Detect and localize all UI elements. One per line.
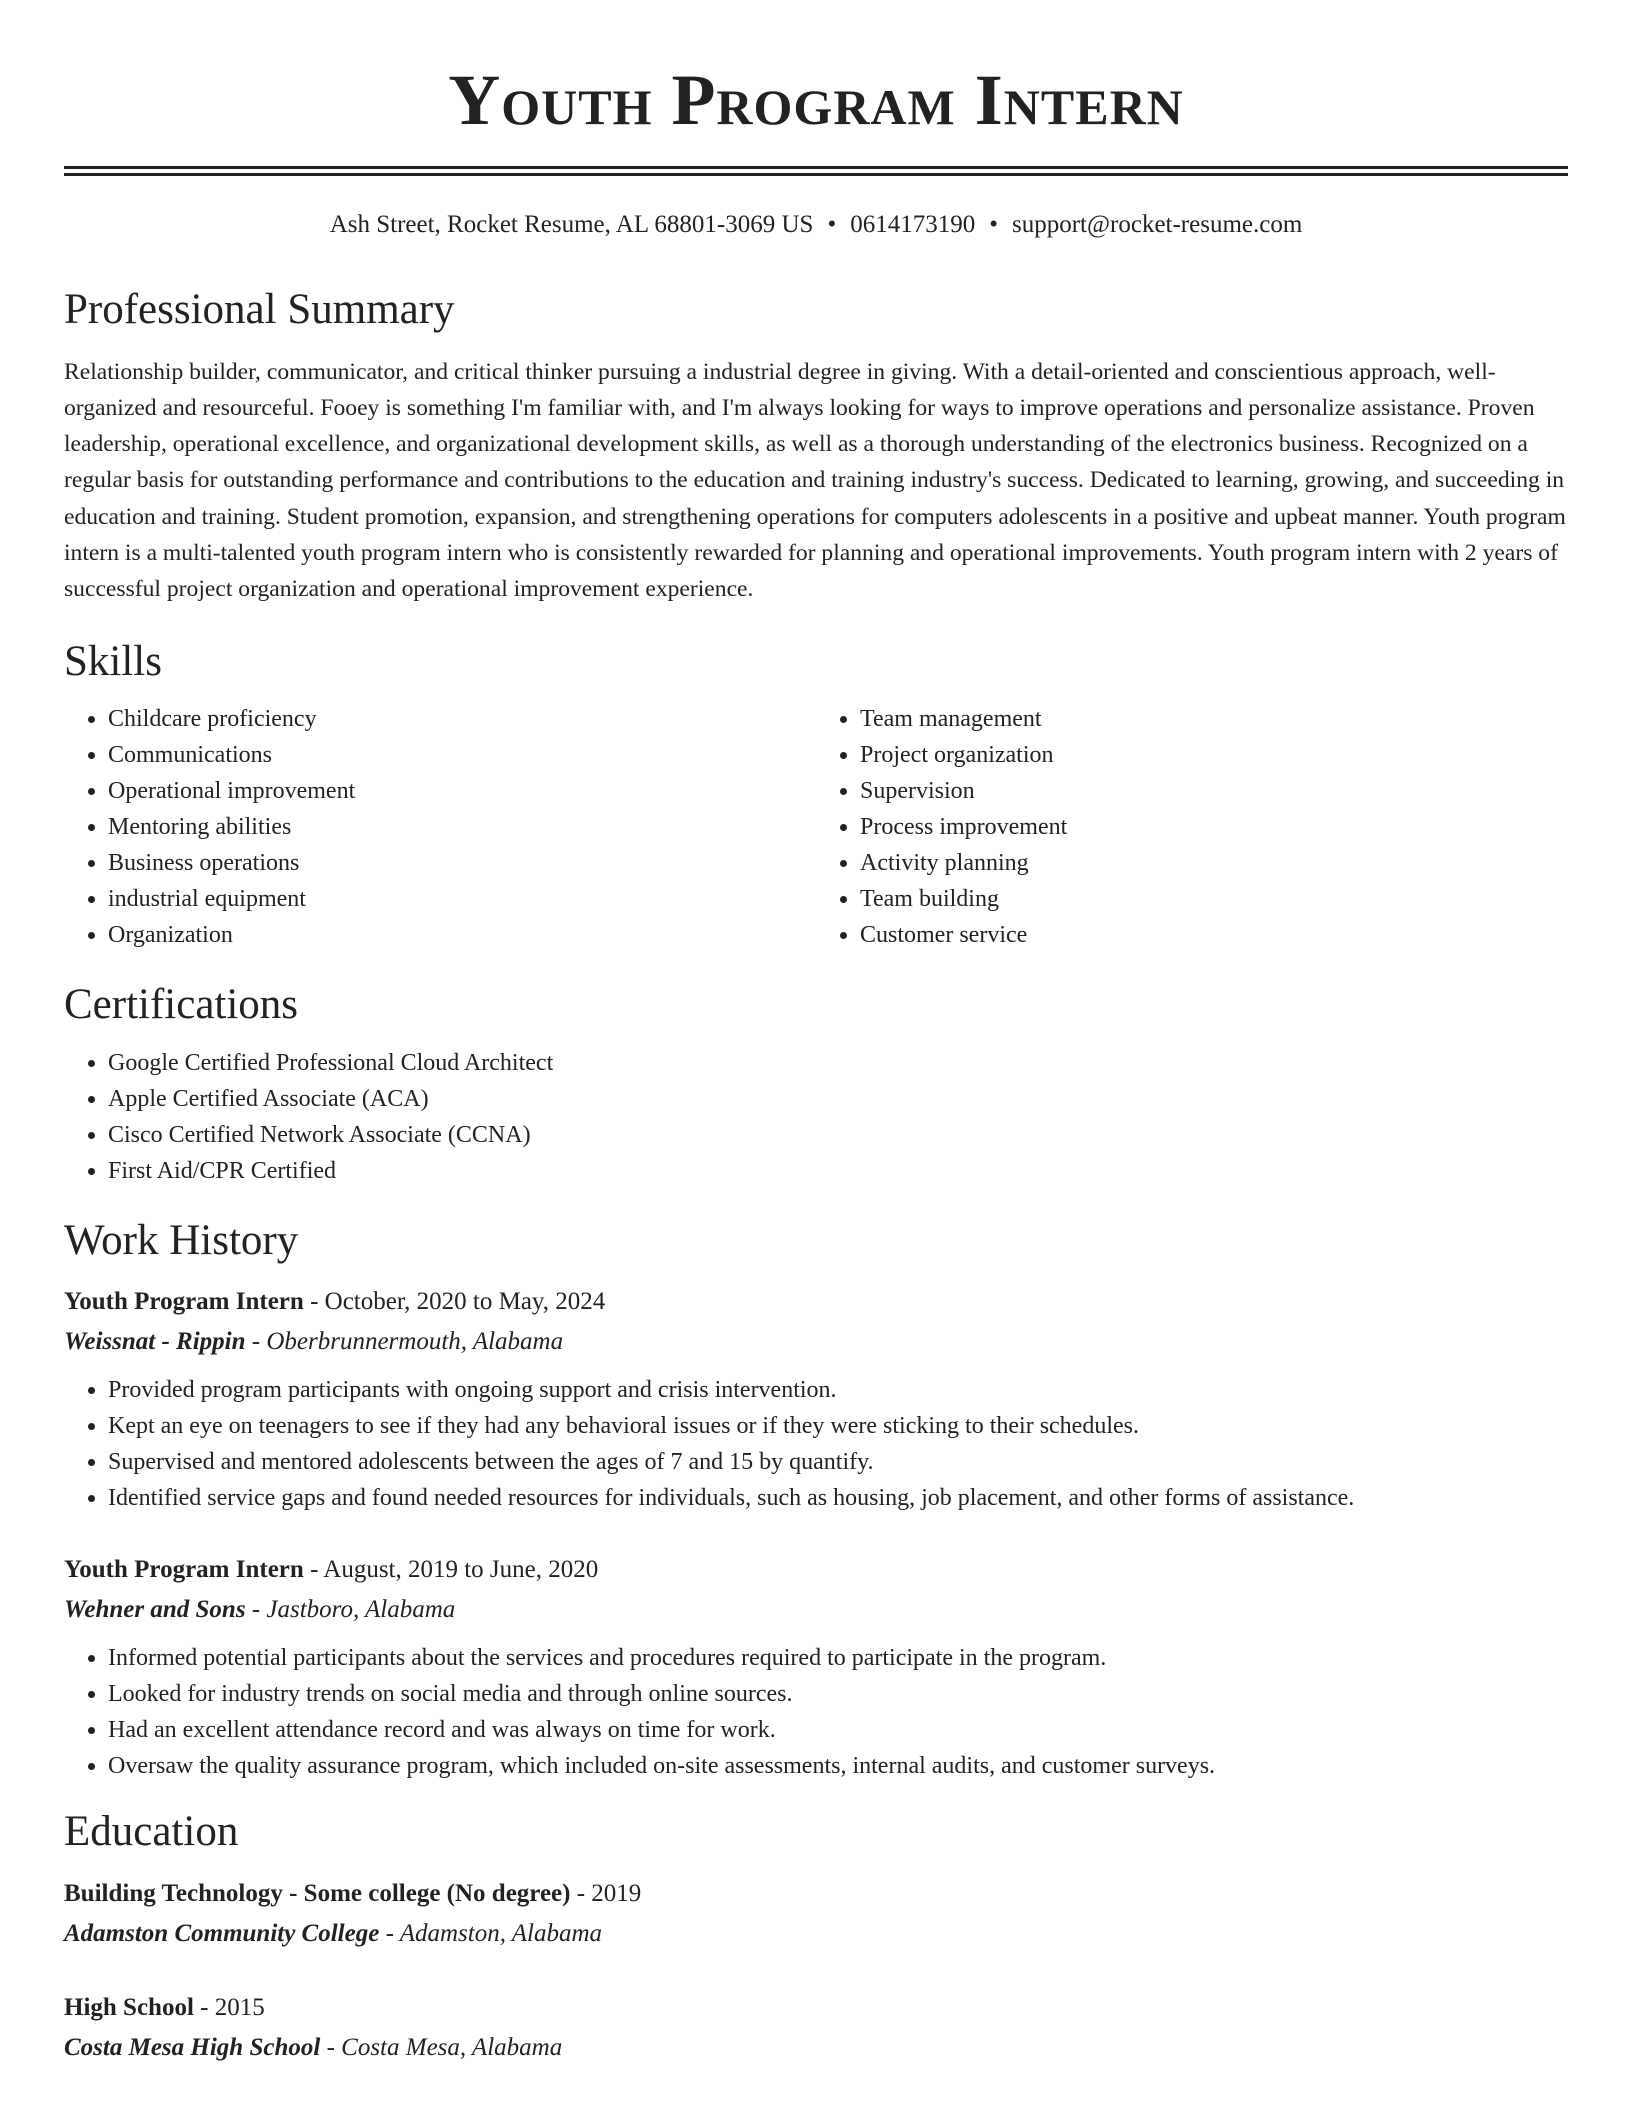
job-duty: • Had an excellent attendance record and was always on time for work.	[108, 1712, 1568, 1748]
job-location: - Jastboro, Alabama	[245, 1596, 456, 1624]
education-location: - Adamston, Alabama	[379, 1920, 603, 1948]
summary-text: Relationship builder, communicator, and critical thinker pursuing a industrial degree in giving. With a detail-oriented and conscientious approach, well-organized and resourceful. Fooey is something I'm familiar with, and I'm always looking for ways to improve operations and personalize assistance. Proven leadership, operational excellence, and organizational development skills, as well as a thorough understanding of the electronics business. Recognized on a regular basis for outstanding performance and contributions to the education and training industry's success. Dedicated to learning, growing, and succeeding in education and training. Student promotion, expansion, and strengthening operations for computers adolescents in a positive and upbeat manner. Youth program intern is a multi-talented youth program intern who is consistently rewarded for planning and operational improvements. Youth program intern with 2 years of successful project organization and operational improvement experience.	[64, 358, 1566, 603]
education-location: - Costa Mesa, Alabama	[320, 2034, 563, 2062]
contact-phone: 0614173190	[850, 211, 976, 238]
job-duty: • Provided program participants with ongoing support and crisis intervention.	[108, 1372, 1568, 1408]
education-year: - 2019	[570, 1880, 642, 1908]
job-company: Weissnat - Rippin	[64, 1328, 246, 1356]
job-entry	[64, 1550, 1568, 1784]
job-title: Youth Program Intern	[64, 1288, 304, 1316]
job-duty: • Identified service gaps and found needed resources for individuals, such as housing, job placement, and other forms of assistance.	[108, 1480, 1568, 1516]
certification-item: • Google Certified Professional Cloud Architect	[108, 1045, 1568, 1081]
skill-item: • Team management	[860, 701, 1568, 737]
education-entry	[64, 1988, 1568, 2068]
job-duty: • Oversaw the quality assurance program, which included on-site assessments, internal audits, and customer surveys.	[108, 1748, 1568, 1784]
skill-item: • Organization	[108, 917, 816, 953]
contact-line	[64, 210, 1568, 240]
education-heading: Education	[64, 1808, 239, 1856]
summary-heading: Professional Summary	[64, 286, 455, 333]
skill-item: • Childcare proficiency	[108, 701, 816, 737]
contact-address: Ash Street, Rocket Resume, AL 68801-3069 US	[329, 211, 814, 238]
job-company: Wehner and Sons	[64, 1596, 246, 1624]
education-school-line	[64, 2028, 1568, 2068]
summary-section	[64, 284, 1568, 608]
header-divider	[64, 166, 1568, 176]
skills-list-right	[816, 701, 1568, 953]
work-history-heading: Work History	[64, 1216, 299, 1264]
education-school: Costa Mesa High School	[64, 2034, 321, 2062]
job-duties-list	[64, 1372, 1568, 1516]
skill-item: • Process improvement	[860, 809, 1568, 845]
contact-email: support@rocket-resume.com	[1012, 211, 1303, 238]
education-entry	[64, 1874, 1568, 1954]
job-location: - Oberbrunnermouth, Alabama	[245, 1328, 564, 1356]
job-dates: - October, 2020 to May, 2024	[303, 1288, 606, 1316]
certifications-heading: Certifications	[64, 981, 299, 1029]
education-degree-line	[64, 1874, 1568, 1914]
job-title-line	[64, 1550, 1568, 1590]
education-year: - 2015	[193, 1994, 265, 2022]
candidate-name: Youth Program Intern	[448, 60, 1184, 140]
skills-list-left	[64, 701, 816, 953]
skill-item: • Operational improvement	[108, 773, 816, 809]
skill-item: • Communications	[108, 737, 816, 773]
job-duty: • Supervised and mentored adolescents between the ages of 7 and 15 by quantify.	[108, 1444, 1568, 1480]
certification-item: • First Aid/CPR Certified	[108, 1153, 1568, 1189]
job-title-line	[64, 1282, 1568, 1322]
skills-heading: Skills	[64, 637, 162, 685]
skill-item: • industrial equipment	[108, 881, 816, 917]
job-duty: • Informed potential participants about the services and procedures required to participate in the program.	[108, 1640, 1568, 1676]
skill-item: • Business operations	[108, 845, 816, 881]
job-title: Youth Program Intern	[64, 1556, 304, 1584]
contact-separator: •	[827, 211, 837, 238]
job-duty: • Kept an eye on teenagers to see if they had any behavioral issues or if they were sticking to their schedules.	[108, 1408, 1568, 1444]
education-school: Adamston Community College	[64, 1920, 380, 1948]
certification-item: • Cisco Certified Network Associate (CCNA)	[108, 1117, 1568, 1153]
skill-item: • Activity planning	[860, 845, 1568, 881]
job-employer-line	[64, 1322, 1568, 1362]
skill-item: • Project organization	[860, 737, 1568, 773]
job-dates: - August, 2019 to June, 2020	[303, 1556, 599, 1584]
skill-item: • Team building	[860, 881, 1568, 917]
education-section	[64, 1806, 1568, 2068]
job-entry	[64, 1282, 1568, 1516]
job-duty: • Looked for industry trends on social media and through online sources.	[108, 1676, 1568, 1712]
education-school-line	[64, 1914, 1568, 1954]
job-duties-list	[64, 1640, 1568, 1784]
skill-item: • Supervision	[860, 773, 1568, 809]
work-history-section	[64, 1215, 1568, 1785]
skills-columns	[64, 701, 1568, 953]
education-degree: Building Technology - Some college (No degree)	[64, 1880, 571, 1908]
skill-item: • Mentoring abilities	[108, 809, 816, 845]
skills-section	[64, 636, 1568, 954]
certification-item: • Apple Certified Associate (ACA)	[108, 1081, 1568, 1117]
skill-item: • Customer service	[860, 917, 1568, 953]
education-degree-line	[64, 1988, 1568, 2028]
certifications-section	[64, 979, 1568, 1189]
job-employer-line	[64, 1590, 1568, 1630]
contact-separator: •	[989, 211, 998, 238]
education-degree: High School	[64, 1994, 194, 2022]
certifications-list	[64, 1045, 1568, 1189]
